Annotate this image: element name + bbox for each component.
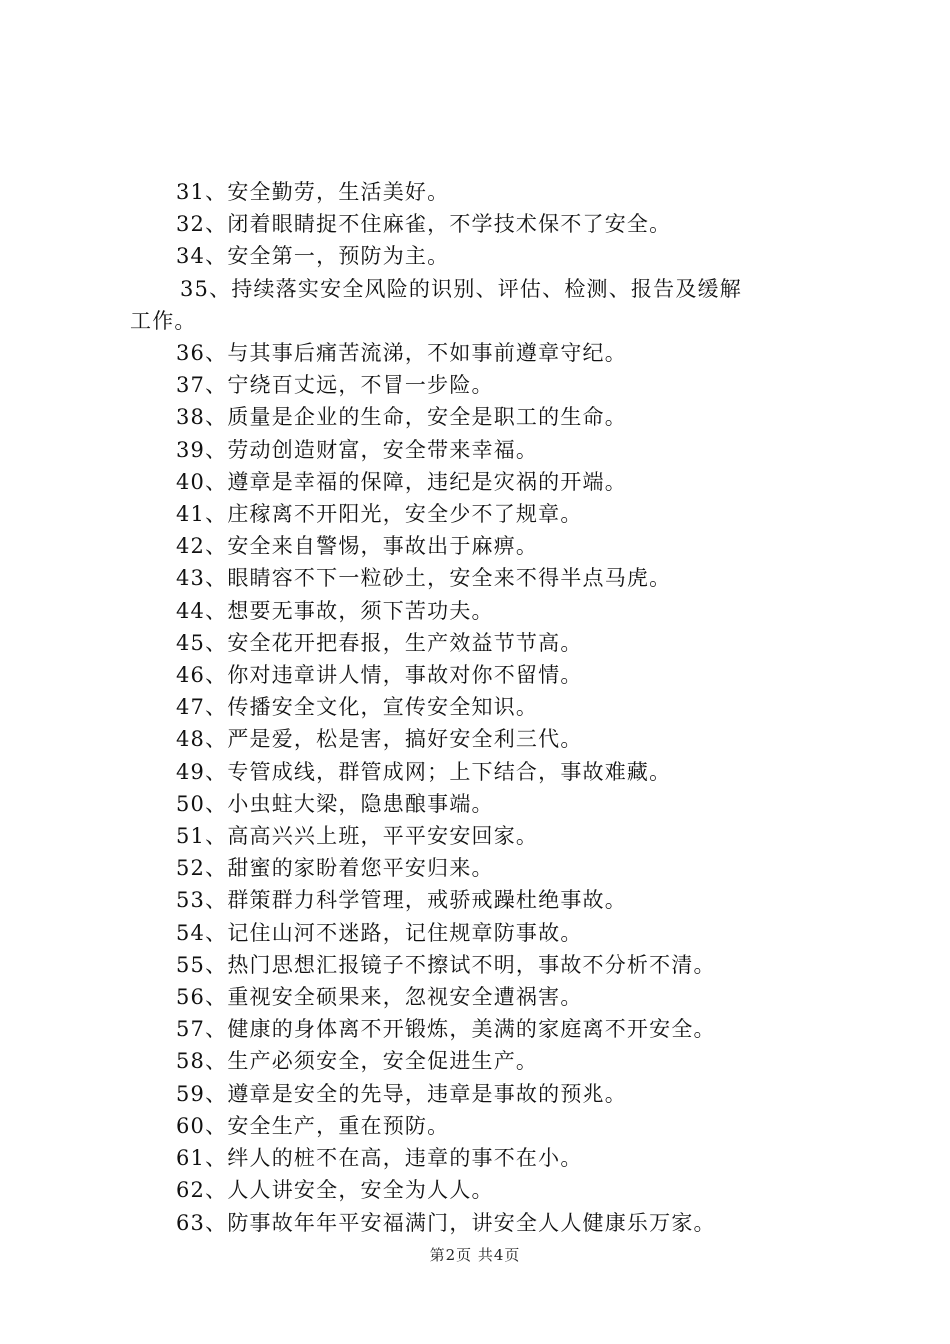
text-line: 58、生产必须安全，安全促进生产。 xyxy=(176,1049,539,1074)
text-line: 55、热门思想汇报镜子不擦试不明，事故不分析不清。 xyxy=(176,952,716,977)
text-line: 50、小虫蛀大梁，隐患酿事端。 xyxy=(176,791,494,816)
document-body xyxy=(130,176,840,1239)
text-line: 52、甜蜜的家盼着您平安归来。 xyxy=(176,856,494,881)
text-line: 56、重视安全硕果来，忽视安全遭祸害。 xyxy=(176,985,583,1010)
text-line: 43、眼睛容不下一粒砂土，安全来不得半点马虎。 xyxy=(176,566,672,591)
text-line: 44、想要无事故，须下苦功夫。 xyxy=(176,598,494,623)
text-line: 60、安全生产，重在预防。 xyxy=(176,1113,450,1138)
text-line: 61、绊人的桩不在高，违章的事不在小。 xyxy=(176,1146,583,1171)
text-line: 42、安全来自警惕，事故出于麻痹。 xyxy=(176,534,539,559)
text-line: 35、持续落实安全风险的识别、评估、检测、报告及缓解 xyxy=(180,276,742,301)
text-line: 34、安全第一，预防为主。 xyxy=(176,244,450,269)
text-line: 37、宁绕百丈远，不冒一步险。 xyxy=(176,373,494,398)
text-line: 46、你对违章讲人情，事故对你不留情。 xyxy=(176,663,583,688)
text-line: 40、遵章是幸福的保障，违纪是灾祸的开端。 xyxy=(176,469,627,494)
text-line: 62、人人讲安全，安全为人人。 xyxy=(176,1178,494,1203)
text-line: 57、健康的身体离不开锻炼，美满的家庭离不开安全。 xyxy=(176,1017,716,1042)
text-line: 48、严是爱，松是害，搞好安全利三代。 xyxy=(176,727,583,752)
text-line: 36、与其事后痛苦流涕，不如事前遵章守纪。 xyxy=(176,341,627,366)
text-line: 45、安全花开把春报，生产效益节节高。 xyxy=(176,630,583,655)
text-line: 53、群策群力科学管理，戒骄戒躁杜绝事故。 xyxy=(176,888,627,913)
text-line: 39、劳动创造财富，安全带来幸福。 xyxy=(176,437,539,462)
text-line: 41、庄稼离不开阳光，安全少不了规章。 xyxy=(176,502,583,527)
text-line: 31、安全勤劳，生活美好。 xyxy=(176,180,450,204)
text-line: 38、质量是企业的生命，安全是职工的生命。 xyxy=(176,405,627,430)
page-footer: 第2页 共4页 xyxy=(429,1246,521,1264)
text-line: 47、传播安全文化，宣传安全知识。 xyxy=(176,695,539,720)
text-line: 63、防事故年年平安福满门，讲安全人人健康乐万家。 xyxy=(176,1210,716,1235)
text-line: 49、专管成线，群管成网；上下结合，事故难藏。 xyxy=(176,759,672,784)
text-line: 51、高高兴兴上班，平平安安回家。 xyxy=(176,824,539,849)
text-line-continuation: 工作。 xyxy=(130,308,197,333)
text-line: 59、遵章是安全的先导，违章是事故的预兆。 xyxy=(176,1081,627,1106)
text-line: 54、记住山河不迷路，记住规章防事故。 xyxy=(176,920,583,945)
text-line: 32、闭着眼睛捉不住麻雀，不学技术保不了安全。 xyxy=(176,212,672,237)
